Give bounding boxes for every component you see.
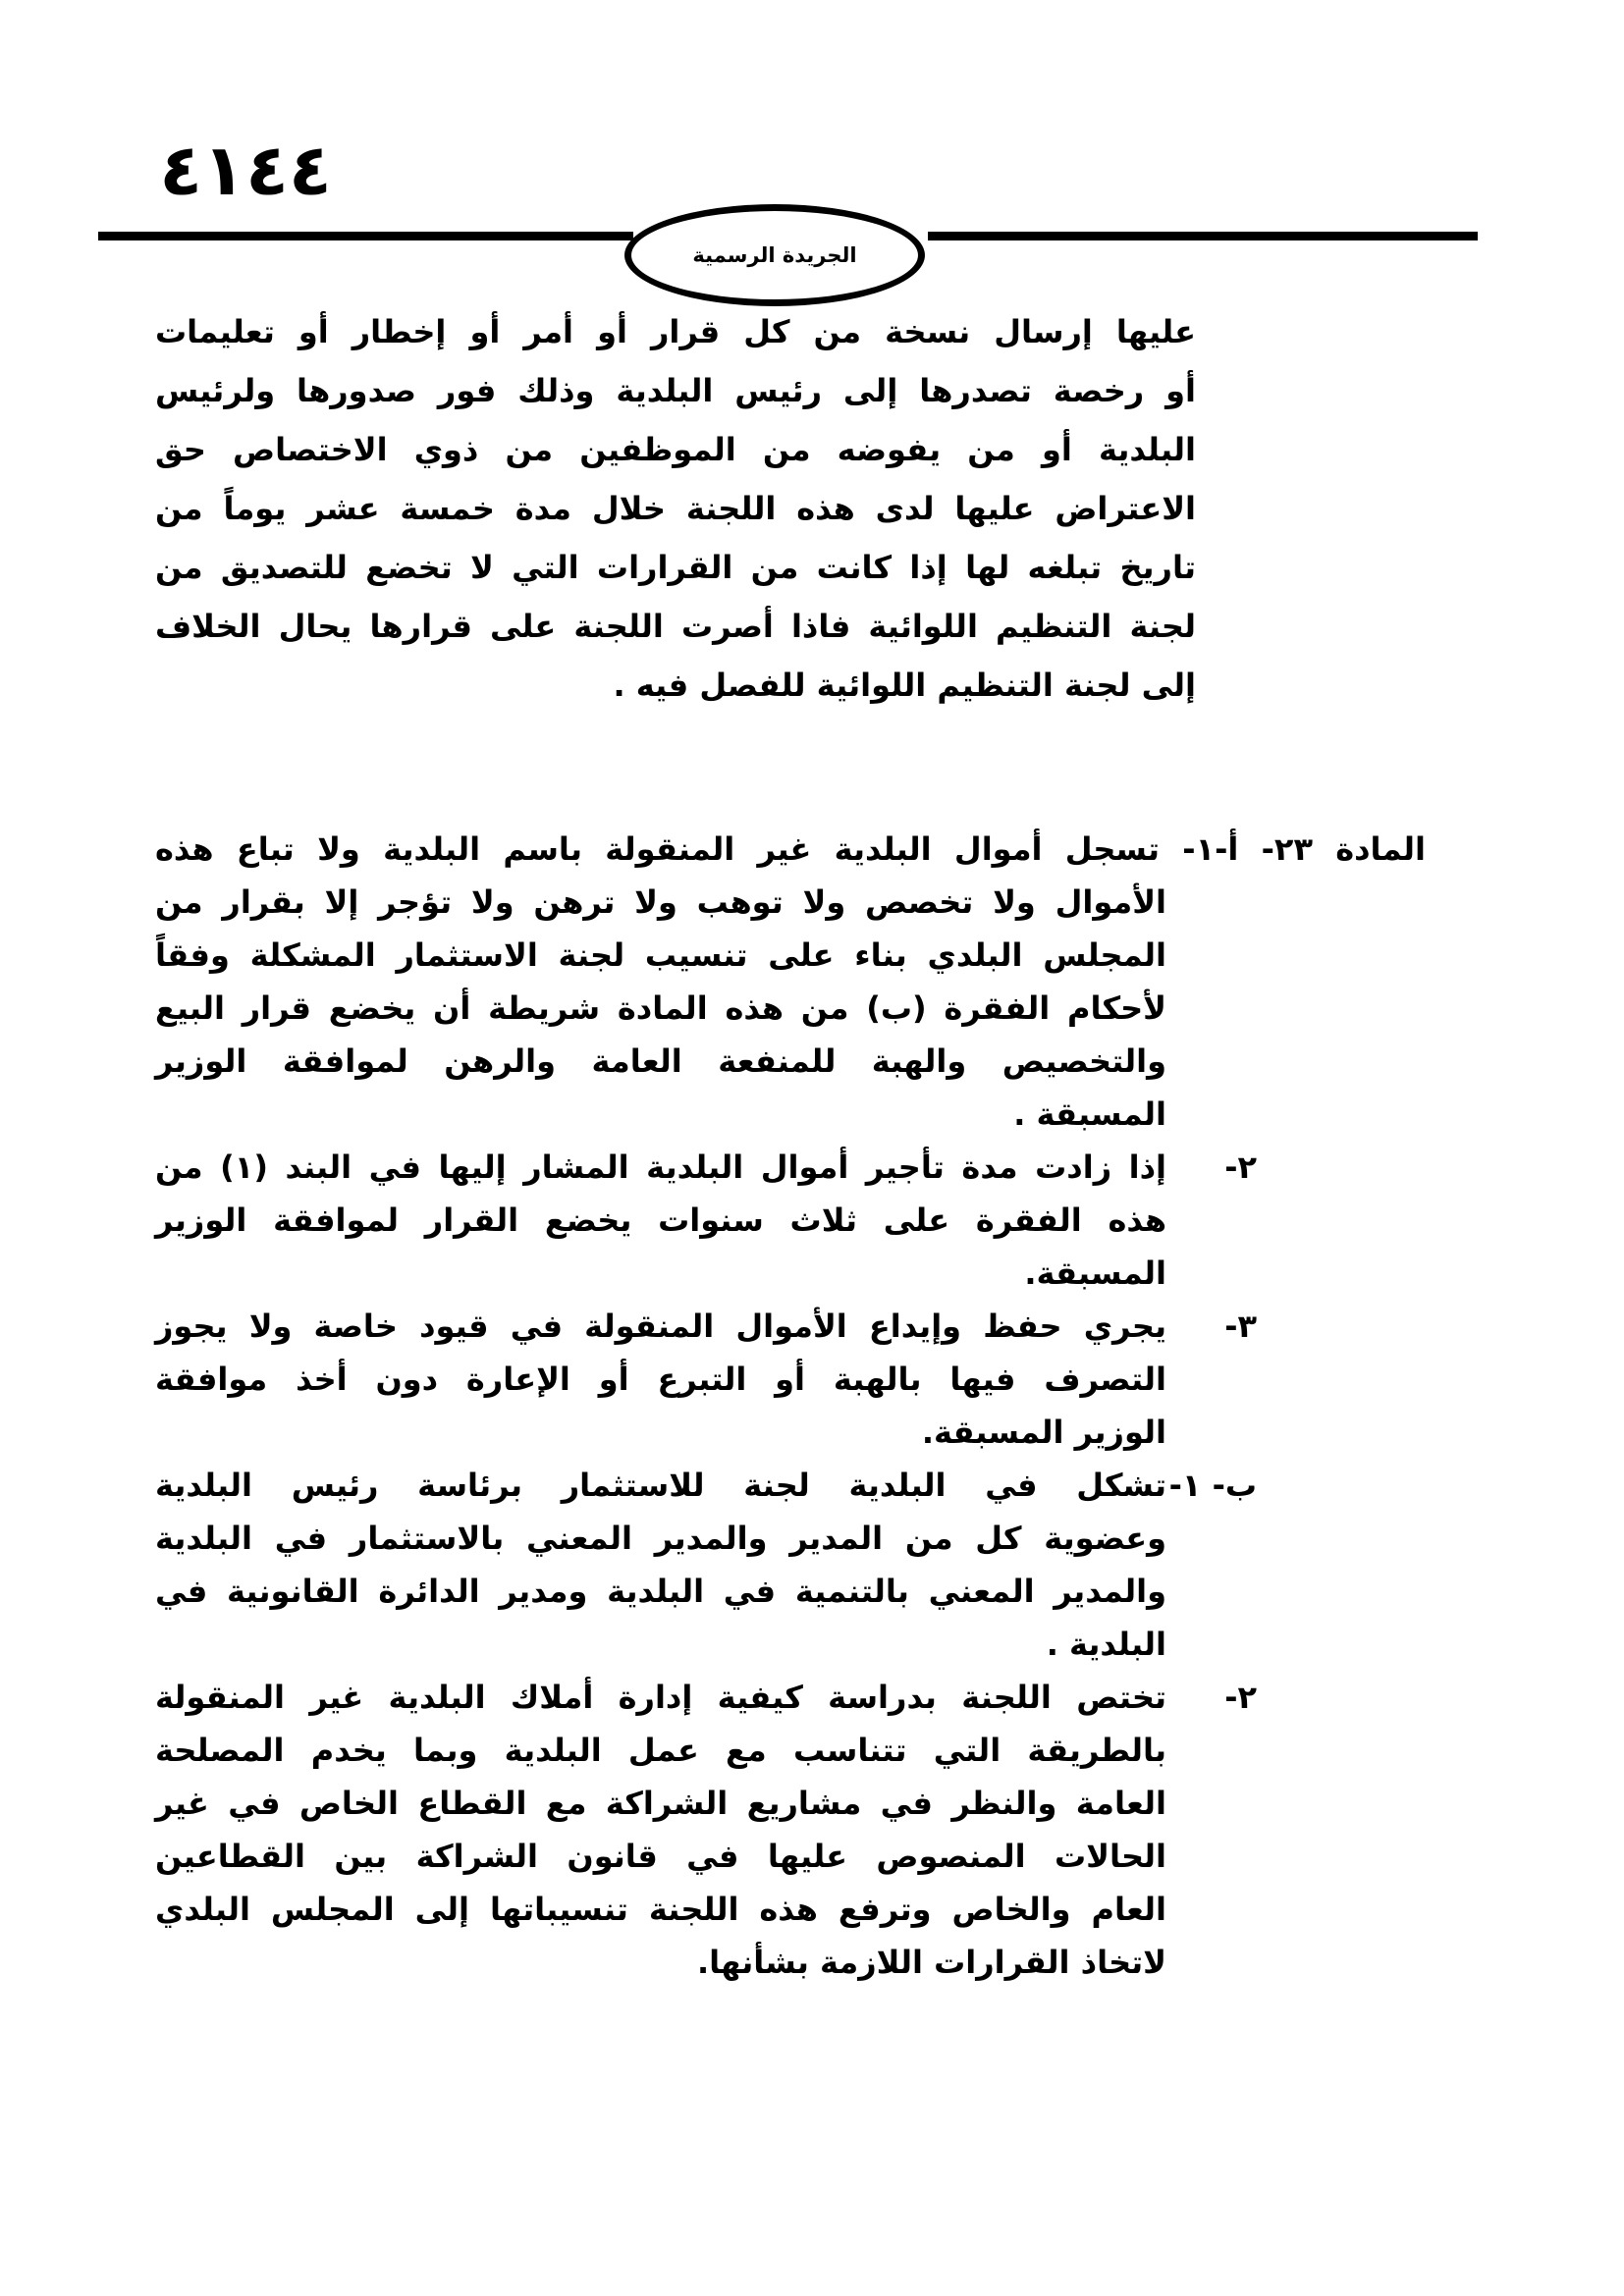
item-line: التصرف فيها بالهبة أو التبرع أو الإعارة دون أخذ موافقة: [155, 1361, 1166, 1398]
item-line: لاتخاذ القرارات اللازمة بشأنها.: [696, 1944, 1166, 1981]
article-heading-line: المادة ٢٣- أ-١- تسجل أموال البلدية غير المنقولة باسم البلدية ولا تباع هذه: [155, 830, 1427, 868]
intro-line: لجنة التنظيم اللوائية فاذا أصرت اللجنة على قرارها يحال الخلاف: [155, 608, 1196, 645]
item-line: الأموال ولا تخصص ولا توهب ولا ترهن ولا تؤجر إلا بقرار من: [155, 883, 1166, 921]
item-line: إذا زادت مدة تأجير أموال البلدية المشار إليها في البند (١) من: [155, 1148, 1167, 1186]
item-label: ٢-: [1224, 1148, 1257, 1186]
item-line: تشكل في البلدية لجنة للاستثمار برئاسة رئيس البلدية: [155, 1467, 1166, 1504]
item-line: هذه الفقرة على ثلاث سنوات يخضع القرار لموافقة الوزير: [155, 1201, 1166, 1239]
item-label: ٣-: [1224, 1308, 1257, 1345]
intro-line: تاريخ تبلغه لها إذا كانت من القرارات التي لا تخضع للتصديق من: [155, 549, 1196, 586]
item-label: ب- ١-: [1168, 1467, 1257, 1504]
item-line: بالطريقة التي تتناسب مع عمل البلدية وبما يخدم المصلحة: [155, 1732, 1166, 1769]
page-number: ٤١٤٤: [159, 129, 332, 211]
item-label: ٢-: [1224, 1679, 1257, 1716]
item-line: الحالات المنصوص عليها في قانون الشراكة بين القطاعين: [155, 1838, 1166, 1875]
item-line: المجلس البلدي بناء على تنسيب لجنة الاستثمار المشكلة وفقاً: [155, 936, 1166, 974]
item-line: المسبقة.: [1024, 1255, 1166, 1292]
intro-line: الاعتراض عليها لدى هذه اللجنة خلال مدة خمسة عشر يوماً من: [155, 490, 1196, 527]
item-line: المسبقة .: [1013, 1095, 1166, 1133]
intro-line: أو رخصة تصدرها إلى رئيس البلدية وذلك فور صدورها ولرئيس: [155, 372, 1196, 409]
publication-title: الجريدة الرسمية: [692, 243, 857, 267]
intro-line: البلدية أو من يفوضه من الموظفين من ذوي الاختصاص حق: [155, 431, 1196, 468]
intro-line: إلى لجنة التنظيم اللوائية للفصل فيه .: [613, 667, 1196, 704]
item-line: والتخصيص والهبة للمنفعة العامة والرهن لموافقة الوزير: [155, 1042, 1166, 1080]
item-line: والمدير المعني بالتنمية في البلدية ومدير الدائرة القانونية في: [155, 1573, 1166, 1610]
item-line: العامة والنظر في مشاريع الشراكة مع القطاع الخاص في غير: [155, 1785, 1166, 1822]
item-line: البلدية .: [1046, 1626, 1166, 1663]
publication-emblem: [624, 204, 925, 306]
item-line: العام والخاص وترفع هذه اللجنة تنسيباتها إلى المجلس البلدي: [155, 1891, 1166, 1928]
item-line: لأحكام الفقرة (ب) من هذه المادة شريطة أن يخضع قرار البيع: [155, 989, 1166, 1027]
header-rule-right: [928, 232, 1478, 240]
item-line: وعضوية كل من المدير والمدير المعني بالاستثمار في البلدية: [155, 1520, 1166, 1557]
item-line: الوزير المسبقة.: [921, 1414, 1166, 1451]
item-line: يجري حفظ وإيداع الأموال المنقولة في قيود خاصة ولا يجوز: [155, 1308, 1166, 1345]
item-line: تختص اللجنة بدراسة كيفية إدارة أملاك البلدية غير المنقولة: [155, 1679, 1166, 1716]
intro-line: عليها إرسال نسخة من كل قرار أو أمر أو إخطار أو تعليمات: [155, 313, 1196, 350]
header-rule-left: [98, 232, 633, 240]
